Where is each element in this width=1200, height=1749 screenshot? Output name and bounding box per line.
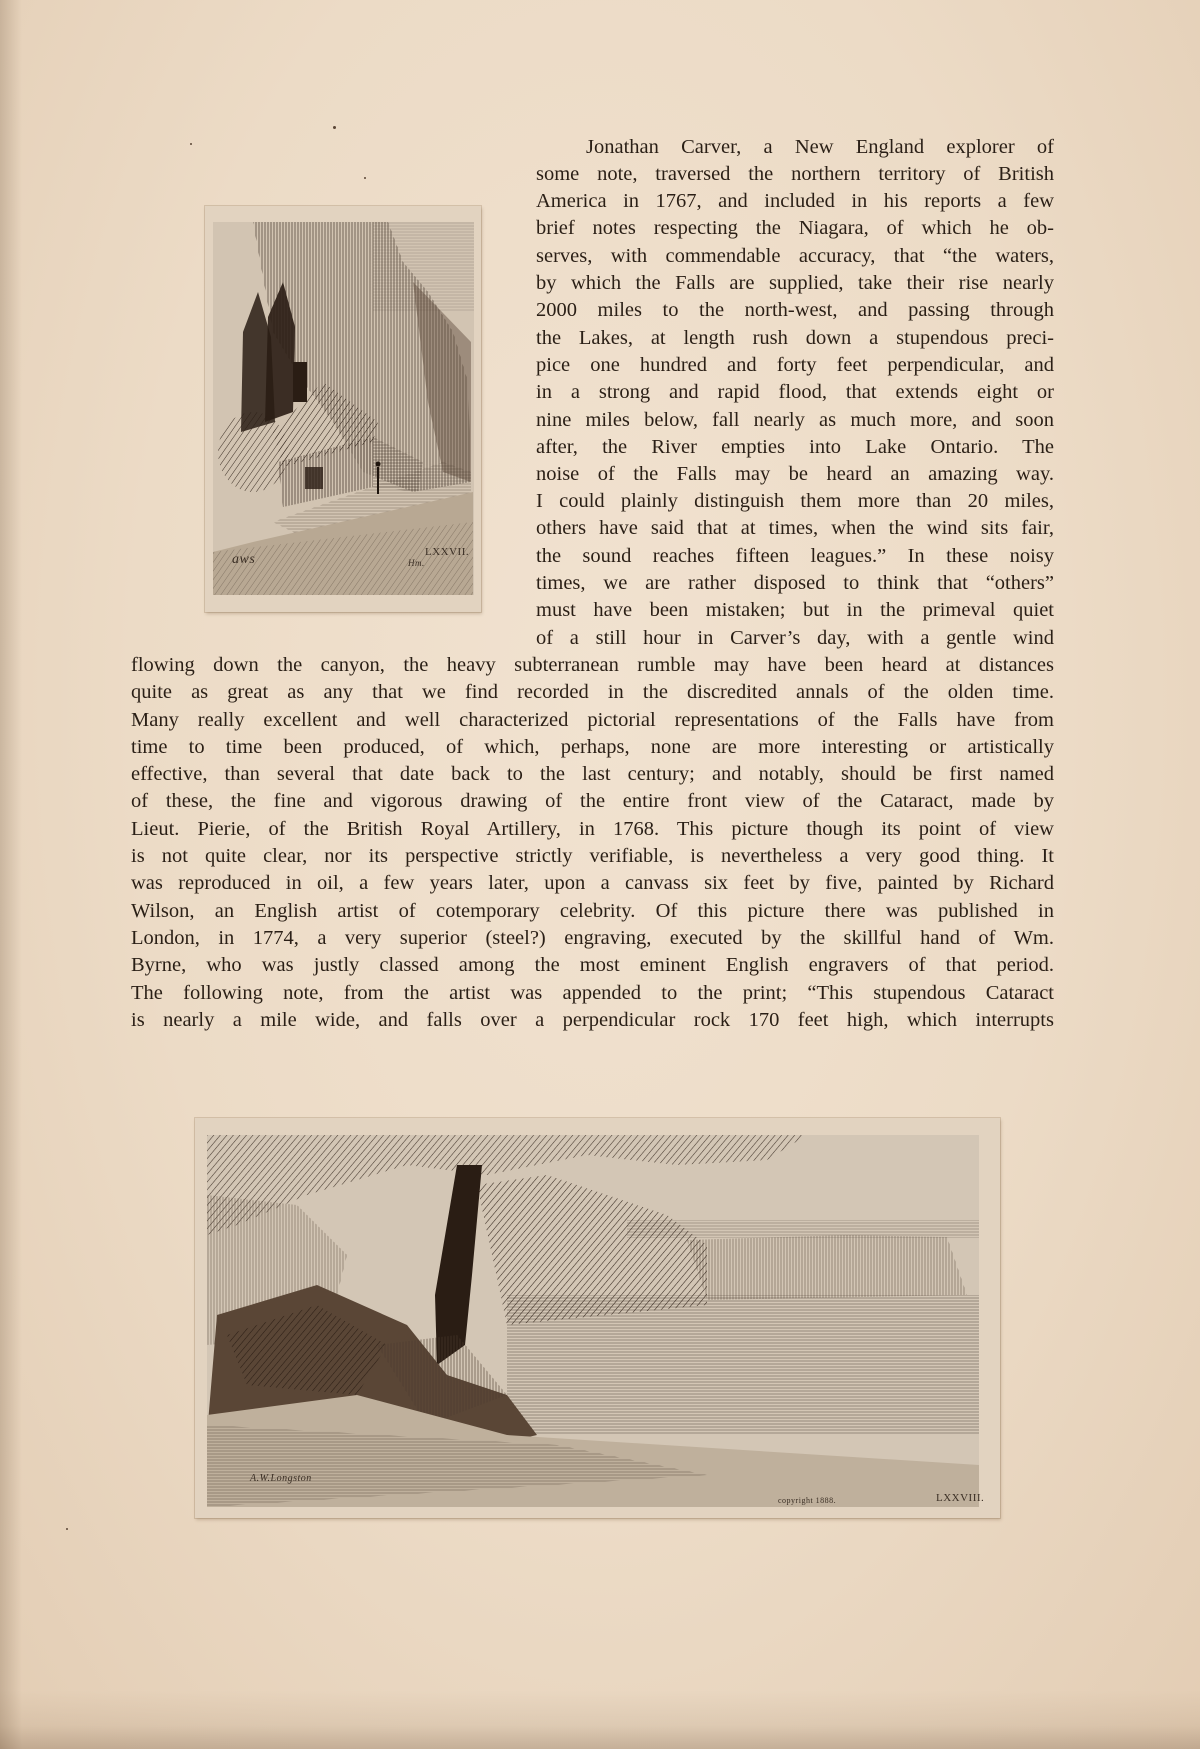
etching-bottom-copyright: copyright 1888.	[778, 1496, 837, 1505]
text-line: 2000 miles to the north-west, and passing through	[536, 299, 1054, 321]
text-line: Lieut. Pierie, of the British Royal Artillery, in 1768. This picture though its point of view	[131, 818, 1054, 840]
text-line: I could plainly distinguish them more than 20 miles,	[536, 490, 1054, 512]
text-line: by which the Falls are supplied, take their rise nearly	[536, 272, 1054, 294]
etching-top-signature: aws	[232, 552, 256, 567]
text-line: others have said that at times, when the wind sits fair,	[536, 517, 1054, 539]
text-line: Jonathan Carver, a New England explorer of	[586, 136, 1054, 158]
text-line: brief notes respecting the Niagara, of which he ob-	[536, 217, 1054, 239]
etching-bottom-numeral: LXXVIII.	[936, 1492, 985, 1504]
text-line: is not quite clear, nor its perspective strictly verifiable, is nevertheless a very good thing. It	[131, 845, 1054, 867]
text-line: the Lakes, at length rush down a stupendous preci-	[536, 327, 1054, 349]
text-line: London, in 1774, a very superior (steel?) engraving, executed by the skillful hand of Wm.	[131, 927, 1054, 949]
text-line: must have been mistaken; but in the primeval quiet	[536, 599, 1054, 621]
text-line: of a still hour in Carver’s day, with a gentle wind	[536, 627, 1054, 649]
text-line: time to time been produced, of which, perhaps, none are more interesting or artistically	[131, 736, 1054, 758]
text-line: effective, than several that date back to the last century; and notably, should be first named	[131, 763, 1054, 785]
etching-bottom-signature: A.W.Longston	[250, 1473, 312, 1484]
text-line: times, we are rather disposed to think that “others”	[536, 572, 1054, 594]
text-line: in a strong and rapid flood, that extends eight or	[536, 381, 1054, 403]
page-bottom-shadow	[0, 1690, 1200, 1749]
paper-speck	[66, 1528, 68, 1530]
paper-speck	[190, 143, 192, 145]
text-line: flowing down the canyon, the heavy subterranean rumble may have been heard at distances	[131, 654, 1054, 676]
text-line: serves, with commendable accuracy, that “the waters,	[536, 245, 1054, 267]
text-line: pice one hundred and forty feet perpendicular, and	[536, 354, 1054, 376]
etching-top-numeral: LXXVII.	[425, 546, 470, 558]
etching-cabin-cliff	[213, 222, 474, 595]
text-line: quite as great as any that we find recorded in the discredited annals of the olden time.	[131, 681, 1054, 703]
etching-falls-river-view	[207, 1135, 979, 1507]
text-line: Many really excellent and well characterized pictorial representations of the Falls have from	[131, 709, 1054, 731]
text-line: of these, the fine and vigorous drawing of the entire front view of the Cataract, made by	[131, 790, 1054, 812]
text-line: noise of the Falls may be heard an amazing way.	[536, 463, 1054, 485]
text-line: was reproduced in oil, a few years later, upon a canvass six feet by five, painted by Richard	[131, 872, 1054, 894]
text-line: some note, traversed the northern territory of British	[536, 163, 1054, 185]
text-line: is nearly a mile wide, and falls over a perpendicular rock 170 feet high, which interrupts	[131, 1009, 1054, 1031]
text-line: Wilson, an English artist of cotemporary celebrity. Of this picture there was published in	[131, 900, 1054, 922]
text-line: the sound reaches fifteen leagues.” In these noisy	[536, 545, 1054, 567]
text-line: after, the River empties into Lake Ontario. The	[536, 436, 1054, 458]
text-line: The following note, from the artist was appended to the print; “This stupendous Cataract	[131, 982, 1054, 1004]
paper-speck	[364, 177, 366, 179]
etching-top-mark: Hm.	[408, 558, 425, 568]
text-line: nine miles below, fall nearly as much more, and soon	[536, 409, 1054, 431]
text-line: America in 1767, and included in his reports a few	[536, 190, 1054, 212]
text-line: Byrne, who was justly classed among the most eminent English engravers of that period.	[131, 954, 1054, 976]
page-edge-shadow	[0, 0, 22, 1749]
paper-speck	[333, 126, 336, 129]
